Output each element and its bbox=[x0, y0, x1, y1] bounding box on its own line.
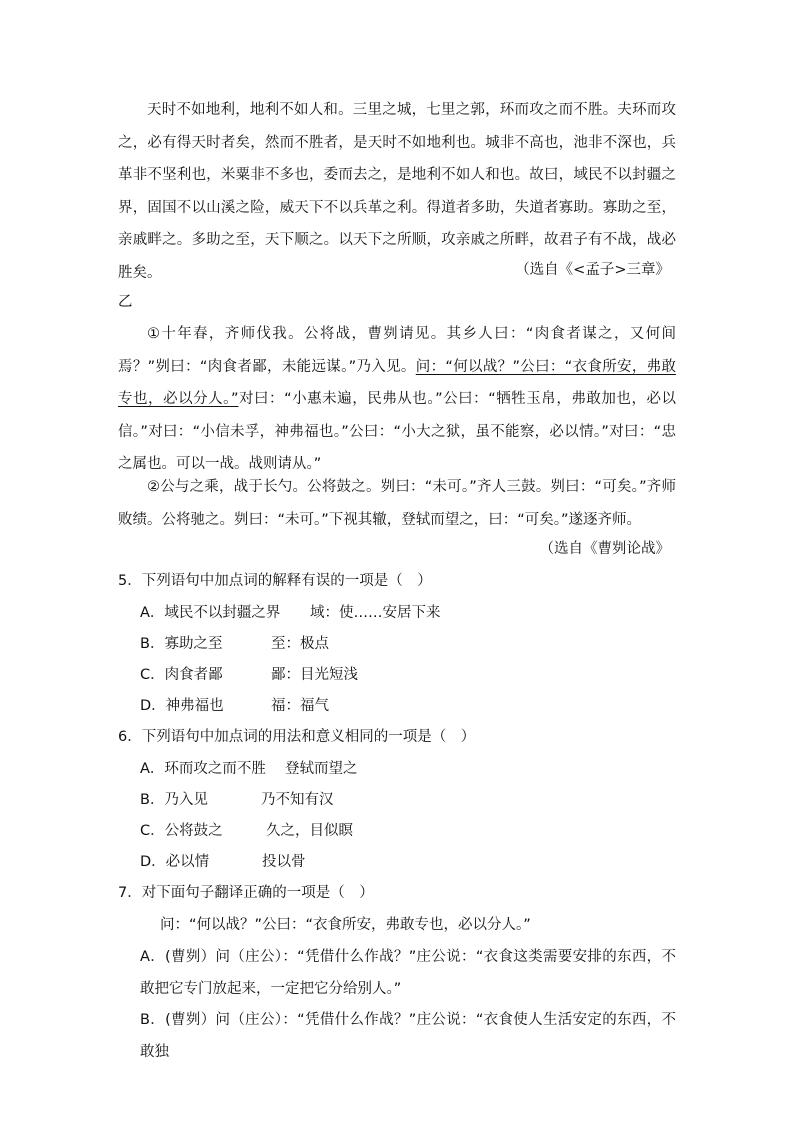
passage-yi-p1-text-a: ①十年春，齐师伐我。公将战，曹刿请见。其乡人曰：“肉食者谋之，又何间焉？”刿曰：“肉食者鄙，未能远谋。”乃入见。 bbox=[118, 326, 676, 375]
option-label: C．肉食者鄙 bbox=[140, 667, 223, 683]
option-label: D．必以情 bbox=[140, 854, 210, 870]
option-gloss: 乃不知有汉 bbox=[261, 792, 334, 808]
option-gloss: 至：极点 bbox=[271, 636, 329, 652]
option-label: D．神弗福也 bbox=[140, 698, 224, 714]
option-label: A．域民不以封疆之界 bbox=[140, 605, 281, 621]
passage-label-yi: 乙 bbox=[118, 294, 133, 310]
option-gloss: 久之，目似瞑 bbox=[266, 823, 353, 839]
question-5-stem: 5．下列语句中加点词的解释有误的一项是（ ） bbox=[118, 573, 432, 589]
option-gloss: 域：使……安居下来 bbox=[310, 605, 441, 621]
question-6-option-b[interactable] bbox=[140, 784, 334, 816]
option-label: C．公将鼓之 bbox=[140, 823, 223, 839]
question-7-stem: 7．对下面句子翻译正确的一项是（ ） bbox=[118, 885, 374, 901]
question-7-quote: 问：“何以战？”公曰：“衣食所安，弗敢专也，必以分人。” bbox=[160, 917, 531, 933]
option-gloss: 鄙：目光短浅 bbox=[271, 667, 358, 683]
option-gloss: 投以骨 bbox=[262, 854, 306, 870]
option-label: A．环而攻之而不胜 bbox=[140, 761, 266, 777]
source-yi: （选自《曹刿论战》 bbox=[539, 541, 670, 557]
question-5-option-b[interactable] bbox=[140, 628, 329, 660]
question-7-option-b[interactable]: B．(曹刿）问（庄公）：“凭借什么作战？”庄公说：“衣食使人生活安定的东西，不敢独 bbox=[140, 1012, 676, 1060]
option-gloss: 登轼而望之 bbox=[285, 761, 358, 777]
question-6-option-a[interactable] bbox=[140, 753, 358, 785]
question-6-option-d[interactable] bbox=[140, 846, 306, 878]
question-5-option-a[interactable] bbox=[140, 597, 441, 629]
option-label: B．寡助之至 bbox=[140, 636, 223, 652]
passage-yi-p1-text-b: 对曰：“小惠未遍，民弗从也。”公曰：“牺牲玉帛，弗敢加也，必以信。”对曰：“小信未孚，神弗福也。”公曰：“小大之狱，虽不能察，必以情。”对曰：“忠之属也。可以一战。战则请从。” bbox=[118, 391, 676, 473]
passage-jia: 天时不如地利，地利不如人和。三里之城，七里之郭，环而攻之而不胜。夫环而攻之，必有得天时者矣，然而不胜者，是天时不如地利也。城非不高也，池非不深也，兵革非不坚利也，米粟非不多也，委而去之，是地利不如人和也。故曰，域民不以封疆之界，固国不以山溪之险，威天下不以兵革之利。得道者多助，失道者寡助。寡助之至，亲戚畔之。多助之至，天下顺之。以天下之所顺，攻亲戚之所畔，故君子有不战，战必胜矣。 bbox=[118, 102, 676, 281]
question-7-option-a[interactable]: A．(曹刿）问（庄公）：“凭借什么作战？”庄公说：“衣食这类需要安排的东西，不敢把它专门放起来，一定把它分给别人。” bbox=[140, 949, 676, 997]
passage-yi-paragraph-1 bbox=[118, 318, 676, 481]
question-5-option-d[interactable] bbox=[140, 690, 329, 722]
question-6-option-c[interactable] bbox=[140, 815, 353, 847]
option-label: B．乃入见 bbox=[140, 792, 208, 808]
question-6-stem: 6．下列语句中加点词的用法和意义相同的一项是（ ） bbox=[118, 729, 476, 745]
source-jia: （选自《<孟子>三章》 bbox=[515, 262, 670, 278]
underlined-sentence: 问：“何以战？”公曰：“衣食所安，弗敢专也，必以分人。” bbox=[118, 358, 676, 408]
question-5-option-c[interactable] bbox=[140, 659, 358, 691]
passage-yi-paragraph-2: ②公与之乘，战于长勺。公将鼓之。刿曰：“未可。”齐人三鼓。刿曰：“可矣。”齐师败绩。公将驰之。刿曰：“未可。”下视其辙，登轼而望之，曰：“可矣。”遂逐齐师。 bbox=[118, 479, 676, 528]
option-gloss: 福：福气 bbox=[271, 698, 329, 714]
